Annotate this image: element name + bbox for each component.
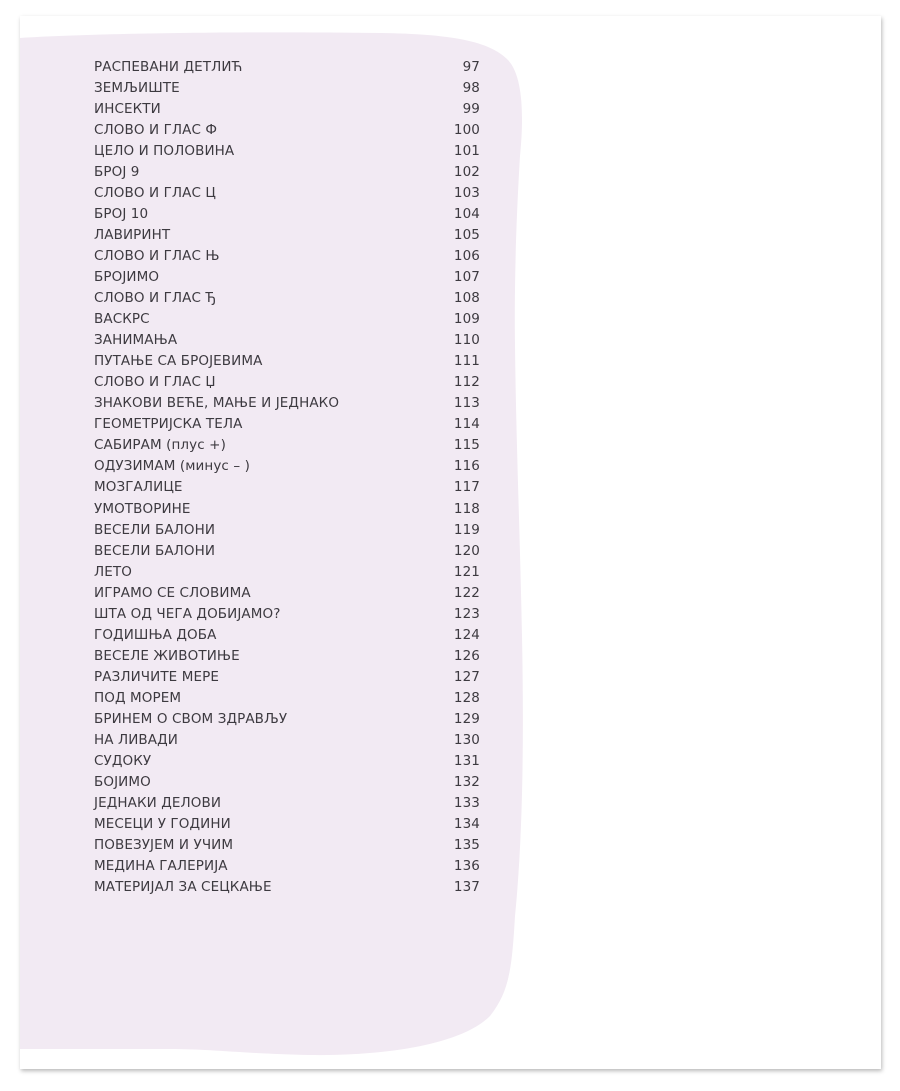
toc-entry bbox=[94, 203, 480, 224]
toc-entry-title: ПОД МОРЕМ bbox=[94, 689, 182, 706]
toc-entry-title: БРОЈ 9 bbox=[94, 163, 140, 180]
toc-entry-title: ВЕСЕЛИ БАЛОНИ bbox=[94, 521, 216, 538]
toc-entry bbox=[94, 351, 480, 372]
toc-entry bbox=[94, 751, 480, 772]
toc-entry-page-number: 114 bbox=[453, 416, 480, 433]
toc-entry-page-number: 120 bbox=[453, 542, 480, 559]
toc-entry-title: БРОЈИМО bbox=[94, 268, 160, 285]
toc-entry bbox=[94, 561, 480, 582]
toc-entry-page-number: 121 bbox=[453, 563, 480, 580]
toc-entry bbox=[94, 582, 480, 603]
toc-entry-page-number: 126 bbox=[453, 647, 480, 664]
toc-entry-title: ВЕСЕЛИ БАЛОНИ bbox=[94, 542, 216, 559]
toc-entry-page-number: 100 bbox=[453, 121, 480, 138]
toc-entry-page-number: 113 bbox=[453, 395, 480, 412]
toc-entry bbox=[94, 730, 480, 751]
toc-entry-title: СЛОВО И ГЛАС Џ bbox=[94, 374, 216, 391]
toc-entry-page-number: 130 bbox=[453, 732, 480, 749]
toc-entry-page-number: 98 bbox=[462, 79, 480, 96]
toc-entry-title: БРИНЕМ О СВОМ ЗДРАВЉУ bbox=[94, 710, 288, 727]
toc-entry bbox=[94, 519, 480, 540]
toc-entry bbox=[94, 835, 480, 856]
toc-entry bbox=[94, 140, 480, 161]
toc-entry-title: САБИРАМ (плус +) bbox=[94, 437, 226, 454]
toc-entry-title: МЕСЕЦИ У ГОДИНИ bbox=[94, 816, 231, 833]
toc-entry bbox=[94, 161, 480, 182]
toc-entry-page-number: 134 bbox=[453, 816, 480, 833]
toc-entry-page-number: 101 bbox=[453, 142, 480, 159]
toc-entry-page-number: 137 bbox=[453, 879, 480, 896]
toc-entry-title: ГОДИШЊА ДОБА bbox=[94, 626, 217, 643]
toc-entry-page-number: 112 bbox=[453, 374, 480, 391]
toc-entry-title: ВАСКРС bbox=[94, 311, 150, 328]
toc-entry-title: НА ЛИВАДИ bbox=[94, 732, 178, 749]
toc-entry-page-number: 136 bbox=[453, 858, 480, 875]
toc-entry-page-number: 111 bbox=[453, 353, 480, 370]
toc-entry bbox=[94, 266, 480, 287]
toc-entry bbox=[94, 645, 480, 666]
toc-entry bbox=[94, 77, 480, 98]
toc-entry-title: ЛАВИРИНТ bbox=[94, 226, 171, 243]
toc-entry-title: СЛОВО И ГЛАС Њ bbox=[94, 247, 220, 264]
toc-entry-title: ЦЕЛО И ПОЛОВИНА bbox=[94, 142, 235, 159]
toc-entry-title: ЛЕТО bbox=[94, 563, 132, 580]
toc-entry bbox=[94, 435, 480, 456]
toc-entry-title: УМОТВОРИНЕ bbox=[94, 500, 191, 517]
toc-entry bbox=[94, 603, 480, 624]
toc-entry-title: МАТЕРИЈАЛ ЗА СЕЦКАЊЕ bbox=[94, 879, 272, 896]
toc-entry-page-number: 108 bbox=[453, 290, 480, 307]
toc-entry-page-number: 116 bbox=[453, 458, 480, 475]
toc-entry-page-number: 122 bbox=[453, 584, 480, 601]
toc-entry-title: МЕДИНА ГАЛЕРИЈА bbox=[94, 858, 228, 875]
toc-entry bbox=[94, 309, 480, 330]
toc-entry-page-number: 110 bbox=[453, 332, 480, 349]
toc-entry-page-number: 106 bbox=[453, 247, 480, 264]
toc-entry bbox=[94, 330, 480, 351]
toc-entry-page-number: 123 bbox=[453, 605, 480, 622]
toc-entry bbox=[94, 856, 480, 877]
toc-entry-page-number: 115 bbox=[453, 437, 480, 454]
table-of-contents bbox=[94, 56, 480, 898]
toc-entry-page-number: 97 bbox=[462, 58, 480, 75]
document-page bbox=[20, 16, 881, 1069]
toc-entry-title: СУДОКУ bbox=[94, 753, 152, 770]
toc-entry bbox=[94, 666, 480, 687]
toc-entry-title: РАЗЛИЧИТЕ МЕРЕ bbox=[94, 668, 219, 685]
toc-entry-page-number: 107 bbox=[453, 268, 480, 285]
toc-entry-page-number: 135 bbox=[453, 837, 480, 854]
toc-entry bbox=[94, 372, 480, 393]
toc-entry-title: ОДУЗИМАМ (минус – ) bbox=[94, 458, 250, 475]
toc-entry-title: ВЕСЕЛЕ ЖИВОТИЊЕ bbox=[94, 647, 240, 664]
toc-entry-title: БОЈИМО bbox=[94, 774, 151, 791]
toc-entry bbox=[94, 793, 480, 814]
toc-entry bbox=[94, 98, 480, 119]
toc-entry bbox=[94, 708, 480, 729]
toc-entry-title: ПУТАЊЕ СА БРОЈЕВИМА bbox=[94, 353, 263, 370]
toc-entry-page-number: 132 bbox=[453, 774, 480, 791]
toc-entry-page-number: 118 bbox=[453, 500, 480, 517]
toc-entry-page-number: 109 bbox=[453, 311, 480, 328]
toc-entry-title: ШТА ОД ЧЕГА ДОБИЈАМО? bbox=[94, 605, 281, 622]
toc-entry-page-number: 128 bbox=[453, 689, 480, 706]
toc-entry-page-number: 119 bbox=[453, 521, 480, 538]
toc-entry-title: СЛОВО И ГЛАС Ц bbox=[94, 184, 216, 201]
toc-entry bbox=[94, 687, 480, 708]
toc-entry-title: ЗАНИМАЊА bbox=[94, 332, 178, 349]
toc-entry bbox=[94, 414, 480, 435]
toc-entry bbox=[94, 477, 480, 498]
toc-entry bbox=[94, 814, 480, 835]
toc-entry-title: СЛОВО И ГЛАС Ђ bbox=[94, 290, 217, 307]
toc-entry-page-number: 105 bbox=[453, 226, 480, 243]
toc-entry-page-number: 104 bbox=[453, 205, 480, 222]
toc-entry bbox=[94, 288, 480, 309]
toc-entry bbox=[94, 182, 480, 203]
toc-entry bbox=[94, 56, 480, 77]
toc-entry bbox=[94, 877, 480, 898]
toc-entry-title: ИГРАМО СЕ СЛОВИМА bbox=[94, 584, 251, 601]
toc-entry bbox=[94, 224, 480, 245]
toc-entry bbox=[94, 498, 480, 519]
toc-entry-title: ЗЕМЉИШТЕ bbox=[94, 79, 180, 96]
toc-entry-page-number: 117 bbox=[453, 479, 480, 496]
toc-entry-title: БРОЈ 10 bbox=[94, 205, 149, 222]
toc-entry-title: ЈЕДНАКИ ДЕЛОВИ bbox=[94, 795, 222, 812]
toc-entry bbox=[94, 119, 480, 140]
toc-entry bbox=[94, 245, 480, 266]
toc-entry-page-number: 103 bbox=[453, 184, 480, 201]
toc-entry-title: ГЕОМЕТРИЈСКА ТЕЛА bbox=[94, 416, 243, 433]
toc-entry-title: МОЗГАЛИЦЕ bbox=[94, 479, 183, 496]
toc-entry-title: РАСПЕВАНИ ДЕТЛИЋ bbox=[94, 58, 243, 75]
toc-entry bbox=[94, 772, 480, 793]
toc-entry-title: СЛОВО И ГЛАС Ф bbox=[94, 121, 218, 138]
toc-entry-page-number: 102 bbox=[453, 163, 480, 180]
toc-entry bbox=[94, 624, 480, 645]
toc-entry-page-number: 99 bbox=[462, 100, 480, 117]
toc-entry-page-number: 129 bbox=[453, 710, 480, 727]
toc-entry bbox=[94, 393, 480, 414]
toc-entry bbox=[94, 456, 480, 477]
toc-entry-page-number: 133 bbox=[453, 795, 480, 812]
toc-entry-title: ЗНАКОВИ ВЕЋЕ, МАЊЕ И ЈЕДНАКО bbox=[94, 395, 340, 412]
toc-entry-title: ИНСЕКТИ bbox=[94, 100, 161, 117]
toc-entry-page-number: 124 bbox=[453, 626, 480, 643]
toc-entry-page-number: 127 bbox=[453, 668, 480, 685]
toc-entry-title: ПОВЕЗУЈЕМ И УЧИМ bbox=[94, 837, 234, 854]
toc-entry-page-number: 131 bbox=[453, 753, 480, 770]
toc-entry bbox=[94, 540, 480, 561]
